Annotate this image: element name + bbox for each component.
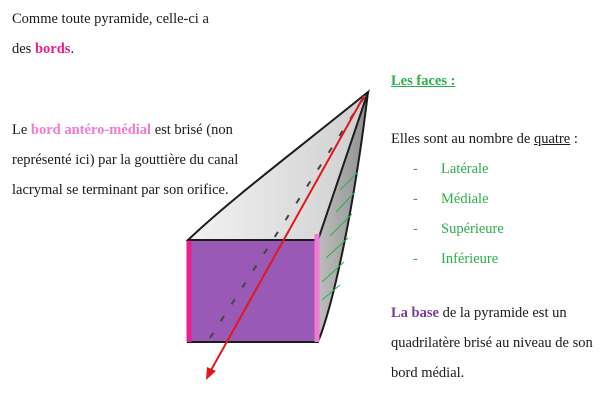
list-item: - Supérieure xyxy=(413,221,504,237)
intro-text: Comme toute pyramide, celle-ci a des xyxy=(12,11,209,57)
medial-rest: est brisé (non représenté ici) par la gouttière du canal lacrymal se terminant par son orifice. xyxy=(12,122,239,198)
faces-intro xyxy=(391,124,578,154)
base-highlight: La base xyxy=(391,305,439,321)
faces-intro-prefix: Elles sont au nombre de xyxy=(391,131,534,147)
pyramid-base xyxy=(188,240,318,342)
intro-end: . xyxy=(70,41,75,57)
axis-arrow-head xyxy=(206,367,216,380)
intro-highlight: bords xyxy=(34,41,71,57)
medial-highlight: bord antéro-médial xyxy=(30,122,152,138)
intro-paragraph xyxy=(12,4,217,64)
base-paragraph xyxy=(391,298,601,388)
list-item: - Inférieure xyxy=(413,251,499,267)
list-item: - Médiale xyxy=(413,191,489,207)
faces-intro-suffix: : xyxy=(570,131,578,147)
faces-title: Les faces : xyxy=(391,73,456,89)
base-rest: de la pyramide est un quadrilatère brisé au niveau de son bord médial. xyxy=(391,305,593,381)
medial-edge-paragraph xyxy=(12,115,252,205)
faces-intro-word: quatre xyxy=(533,131,571,147)
list-item: - Latérale xyxy=(413,161,489,177)
faces-list xyxy=(391,154,504,274)
medial-prefix: Le xyxy=(12,122,31,138)
